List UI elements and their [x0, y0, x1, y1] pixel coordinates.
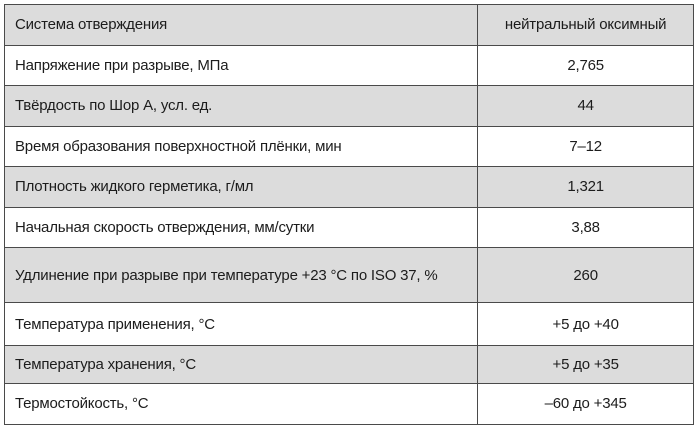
table-row	[5, 167, 694, 208]
value-cell: 260	[478, 248, 694, 303]
table-row	[5, 207, 694, 248]
property-cell: Время образования поверхностной плёнки, мин	[5, 126, 478, 167]
table-row	[5, 126, 694, 167]
value-cell: 3,88	[478, 207, 694, 248]
property-cell: Плотность жидкого герметика, г/мл	[5, 167, 478, 208]
property-cell: Напряжение при разрыве, МПа	[5, 45, 478, 86]
table-row	[5, 86, 694, 127]
property-cell: Твёрдость по Шор А, усл. ед.	[5, 86, 478, 127]
value-cell: 44	[478, 86, 694, 127]
value-cell: +5 до +35	[478, 346, 694, 384]
value-cell: 1,321	[478, 167, 694, 208]
table-row	[5, 346, 694, 384]
value-cell: –60 до +345	[478, 384, 694, 425]
properties-table-container	[4, 4, 694, 425]
value-cell: 7–12	[478, 126, 694, 167]
table-row	[5, 45, 694, 86]
property-cell: Температура хранения, °C	[5, 346, 478, 384]
table-row	[5, 303, 694, 346]
value-cell: +5 до +40	[478, 303, 694, 346]
properties-table	[4, 4, 694, 425]
property-cell: Удлинение при разрыве при температуре +23 °C по ISO 37, %	[5, 248, 478, 303]
value-cell: 2,765	[478, 45, 694, 86]
table-row	[5, 384, 694, 425]
property-cell: Начальная скорость отверждения, мм/сутки	[5, 207, 478, 248]
property-cell: Термостойкость, °C	[5, 384, 478, 425]
header-property-cell: Система отверждения	[5, 5, 478, 46]
header-value-cell: нейтральный оксимный	[478, 5, 694, 46]
table-row	[5, 248, 694, 303]
property-cell: Температура применения, °C	[5, 303, 478, 346]
table-header-row	[5, 5, 694, 46]
